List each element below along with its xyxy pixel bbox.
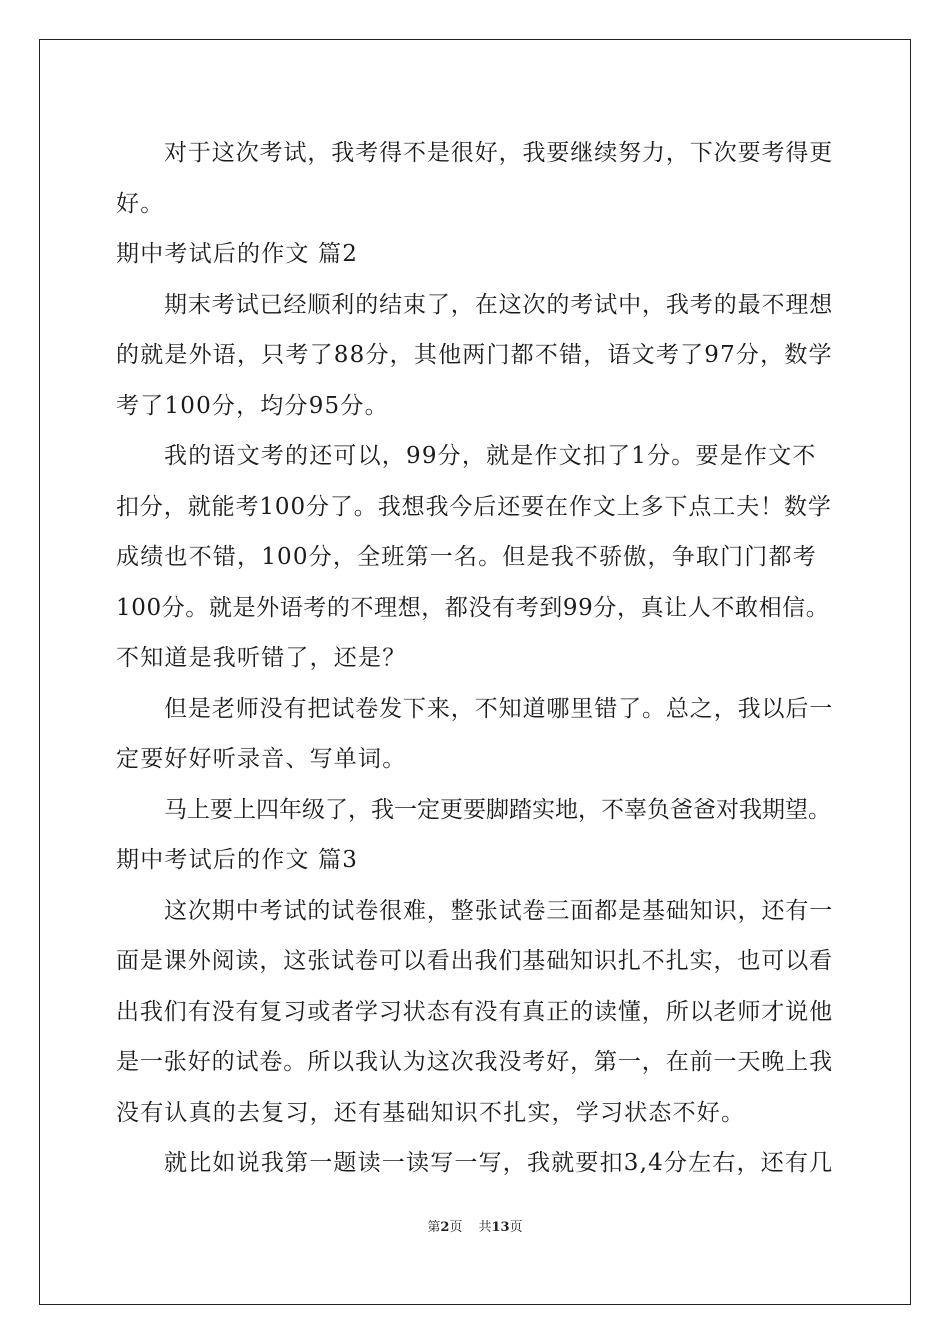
total-prefix: 共	[478, 1220, 492, 1235]
text-line: 成绩也不错，100分，全班第一名。但是我不骄傲，争取门门都考	[116, 544, 817, 570]
text-line: 面是课外阅读，这张试卷可以看出我们基础知识扎不扎实，也可以看	[116, 948, 833, 974]
text-line: 好。	[116, 190, 165, 217]
text-line: 的就是外语，只考了88分，其他两门都不错，语文考了97分，数学	[116, 342, 833, 368]
document-body	[116, 128, 836, 1189]
page-prefix: 第	[427, 1220, 441, 1235]
text-line: 这次期中考试的试卷很难，整张试卷三面都是基础知识，还有一	[164, 897, 834, 924]
text-line: 对于这次考试，我考得不是很好，我要继续努力，下次要考得更	[164, 140, 834, 166]
text-line: 定要好好听录音、写单词。	[116, 746, 407, 772]
text-line: 考了100分，均分95分。	[116, 392, 389, 419]
page-suffix: 页	[449, 1220, 463, 1235]
text-line: 没有认真的去复习，还有基础知识不扎实，学习状态不好。	[116, 1099, 746, 1126]
text-line: 期中考试后的作文 篇3	[116, 847, 359, 873]
page-number: 2	[440, 1220, 450, 1235]
total-suffix: 页	[509, 1220, 523, 1235]
text-line: 我的语文考的还可以，99分，就是作文扣了1分。要是作文不	[164, 443, 817, 469]
text-line: 不知道是我听错了，还是？	[116, 645, 407, 671]
text-line: 就比如说我第一题读一读写一写，我就要扣3,4分左右，还有几	[164, 1150, 834, 1176]
text-line: 100分。就是外语考的不理想，都没有考到99分，真让人不敢相信。	[116, 594, 830, 621]
text-line: 扣分，就能考100分了。我想我今后还要在作文上多下点工夫！数学	[116, 493, 832, 520]
text-line: 出我们有没有复习或者学习状态有没有真正的读懂，所以老师才说他	[116, 998, 833, 1025]
total-pages: 13	[491, 1220, 510, 1235]
text-line: 是一张好的试卷。所以我认为这次我没考好，第一，在前一天晚上我	[116, 1049, 833, 1075]
page-footer	[0, 1219, 950, 1237]
text-line: 期末考试已经顺利的结束了，在这次的考试中，我考的最不理想	[164, 291, 834, 318]
text-line: 但是老师没有把试卷发下来，不知道哪里错了。总之，我以后一	[164, 695, 834, 722]
text-line: 马上要上四年级了，我一定更要脚踏实地，不辜负爸爸对我期望。	[164, 796, 831, 823]
text-line: 期中考试后的作文 篇2	[116, 241, 359, 267]
